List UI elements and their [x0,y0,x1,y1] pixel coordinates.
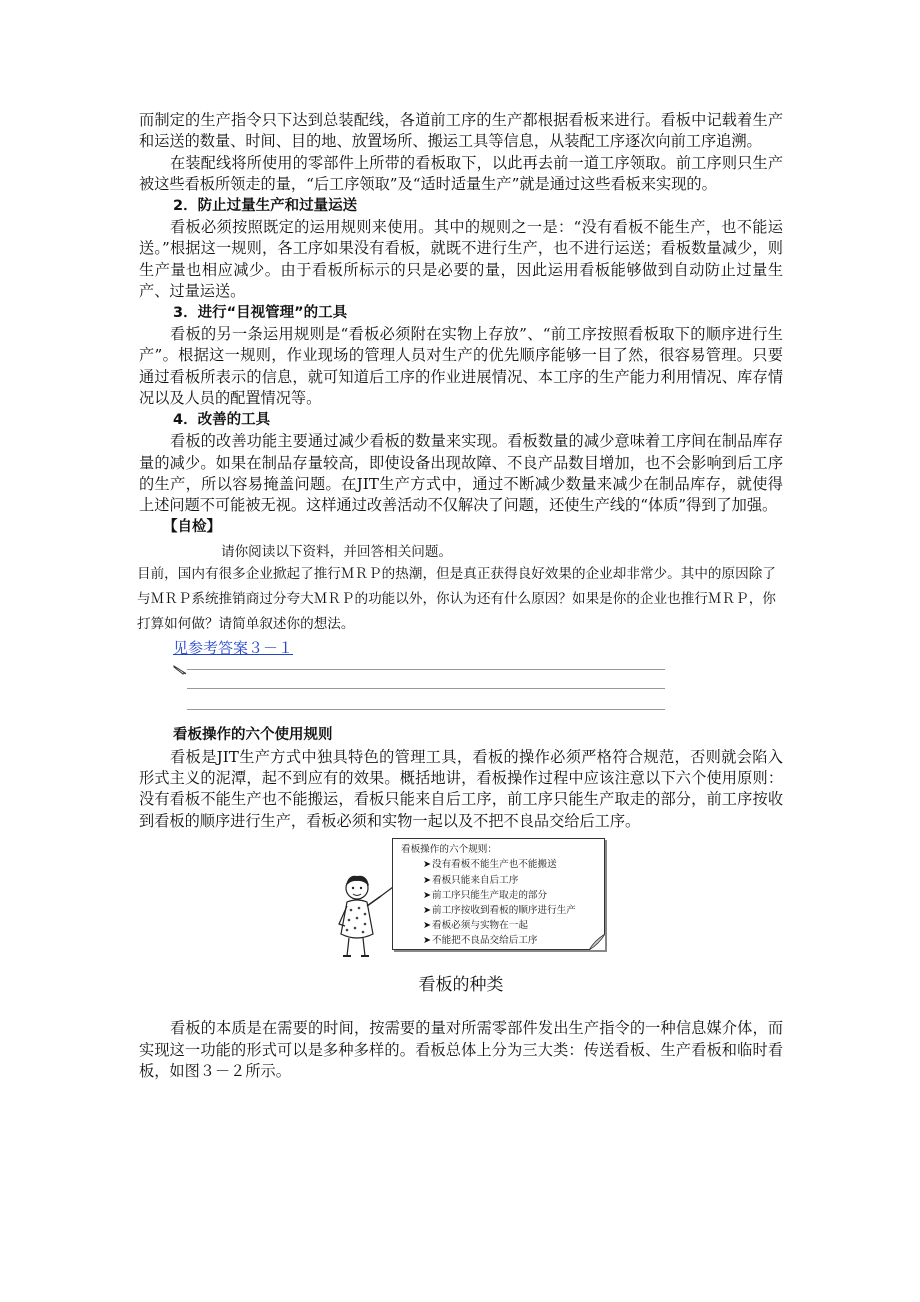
self-check-prompt: 请你阅读以下资料，并回答相关问题。 [221,544,453,561]
rule-item: ➤ 没有看板不能生产也不能搬送 [401,857,604,872]
rule-item: ➤ 看板只能来自后工序 [401,873,604,888]
page-curl-icon [589,934,605,950]
kanban-rules-figure [335,838,625,960]
self-check-question: 目前，国内有很多企业掀起了推行ＭＲＰ的热潮，但是真正获得良好效果的企业却非常少。其中的原因除了与ＭＲＰ系统推销商过分夸大ＭＲＰ的功能以外，你认为还有什么原因？如果是你的企业也推行ＭＲＰ，你打算如何做？请简单叙述你的想法。 [137,566,776,633]
paragraph: 看板的改善功能主要通过减少看板的数量来实现。看板数量的减少意味着工序间在制品库存量的减少。如果在制品存量较高，即使设备出现故障、不良产品数目增加，也不会影响到后工序的生产，所以容易掩盖问题。在JIT生产方式中，通过不断减少数量来减少在制品库存，就使得上述问题不可能被无视。这样通过改善活动不仅解决了问题，还使生产线的“体质”得到了加强。 [139,432,783,515]
arrow-icon: ➤ [423,859,432,871]
rule-item: ➤ 不能把不良品交给后工序 [401,933,604,948]
arrow-icon: ➤ [423,935,432,947]
paragraph: 看板的本质是在需要的时间，按需要的量对所需零部件发出生产指令的一种信息媒介体，而实现这一功能的形式可以是多种多样的。看板总体上分为三大类：传送看板、生产看板和临时看板，如图３－２所示。 [139,1019,783,1080]
arrow-icon: ➤ [423,904,432,916]
self-check-label: 【自检】 [163,518,221,535]
rules-note-card [392,838,605,950]
paragraph: 在装配线将所使用的零部件上所带的看板取下，以此再去前一道工序领取。前工序则只生产被这些看板所领走的量，“后工序领取”及“适时适量生产”就是通过这些看板来实现的。 [139,153,783,194]
answer-line[interactable] [187,669,665,670]
section-heading: 4．改善的工具 [173,411,271,428]
rule-item: ➤ 前工序按收到看板的顺序进行生产 [401,903,604,918]
section-heading: 3．进行“目视管理”的工具 [173,304,348,321]
types-section-title: 看板的种类 [418,975,504,996]
rule-item: ➤ 看板必须与实物在一起 [401,918,604,933]
paragraph: 看板的另一条运用规则是“看板必须附在实物上存放”、“前工序按照看板取下的顺序进行生产”。根据这一规则，作业现场的管理人员对生产的优先顺序能够一目了然，很容易管理。只要通过看板所表示的信息，就可知道后工序的作业进展情况、本工序的生产能力利用情况、库存情况以及人员的配置情况等。 [139,325,783,408]
section-heading: 2．防止过量生产和过量运送 [173,197,358,214]
answer-writing-lines[interactable] [173,659,665,719]
arrow-icon: ➤ [423,874,432,886]
document-page [139,110,783,1082]
rule-item: ➤ 前工序只能生产取走的部分 [401,888,604,903]
section-heading: 看板操作的六个使用规则 [173,727,333,744]
paragraph: 看板必须按照既定的运用规则来使用。其中的规则之一是：“没有看板不能生产，也不能运送。”根据这一规则，各工序如果没有看板，就既不进行生产，也不进行运送；看板数量减少，则生产量也相应减少。由于看板所标示的只是必要的量，因此运用看板能够做到自动防止过量生产、过量运送。 [139,218,783,301]
arrow-icon: ➤ [423,889,432,901]
paragraph: 而制定的生产指令只下达到总装配线，各道前工序的生产都根据看板来进行。看板中记载着生产和运送的数量、时间、目的地、放置场所、搬运工具等信息，从装配工序逐次向前工序追溯。 [139,111,783,151]
answer-line[interactable] [187,688,665,689]
paragraph: 看板是JIT生产方式中独具特色的管理工具，看板的操作必须严格符合规范，否则就会陷入形式主义的泥潭，起不到应有的效果。概括地讲，看板操作过程中应该注意以下六个使用原则：没有看板不能生产也不能搬运，看板只能来自后工序，前工序只能生产取走的部分，前工序按收到看板的顺序进行生产，看板必须和实物一起以及不把不良品交给后工序。 [139,747,783,830]
answer-line[interactable] [187,709,665,710]
answer-reference-link[interactable]: 见参考答案３－１ [173,639,294,658]
rules-note-title: 看板操作的六个规则： [401,844,497,856]
pencil-icon [173,665,187,678]
arrow-icon: ➤ [423,920,432,932]
